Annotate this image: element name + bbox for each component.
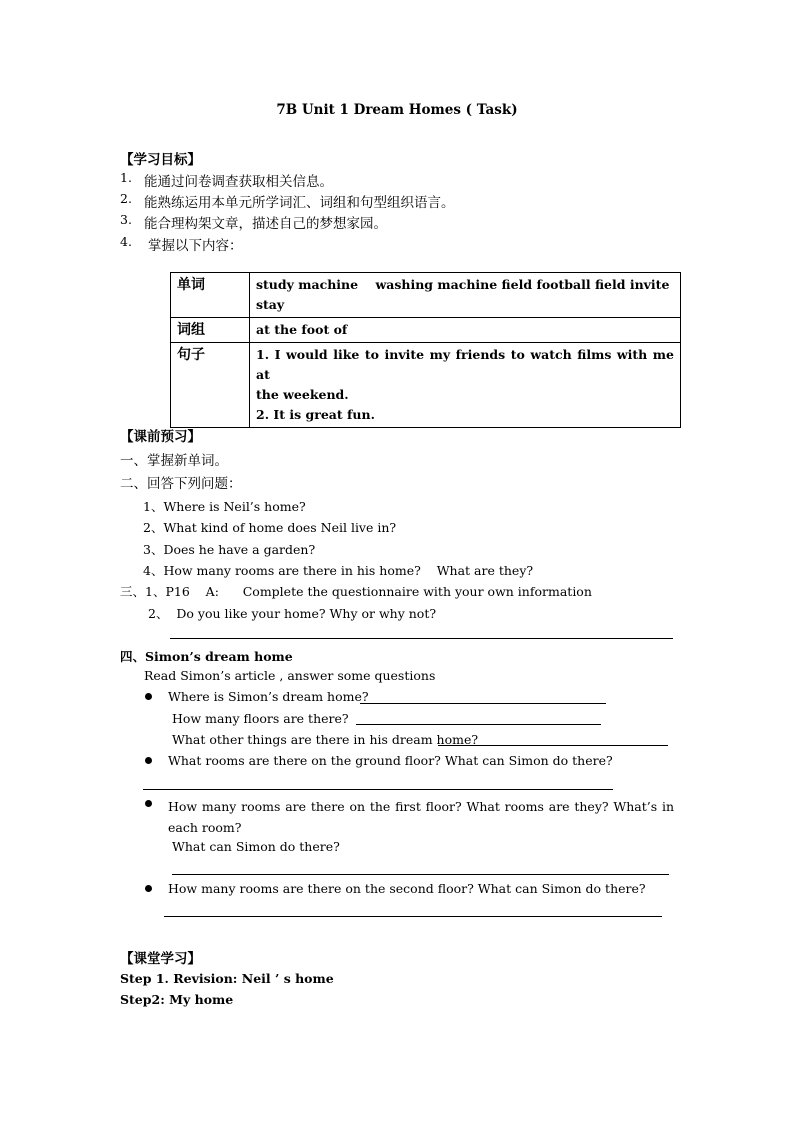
page-title: 7B Unit 1 Dream Homes ( Task)	[276, 102, 518, 118]
question-item: 4、How many rooms are there in his home? What are they?	[143, 563, 534, 578]
bullet-icon	[145, 885, 152, 892]
row-value	[250, 318, 681, 343]
answer-line[interactable]	[356, 724, 601, 725]
table-row	[171, 343, 681, 428]
objective-item	[120, 212, 387, 232]
row-line: study machine washing machine field football field invite	[256, 277, 670, 292]
bullet-icon	[145, 800, 152, 807]
row-line: the weekend.	[256, 387, 349, 402]
table-row	[171, 318, 681, 343]
objective-item	[120, 234, 243, 254]
preview-item-1: 一、掌握新单词。	[120, 453, 228, 469]
objective-text: 能合理构架文章，描述自己的梦想家园。	[144, 216, 387, 232]
question-text: How many floors are there?	[172, 711, 349, 726]
answer-line[interactable]	[143, 789, 613, 790]
answer-line[interactable]	[172, 874, 669, 875]
preview-item-2: 二、回答下列问题：	[120, 476, 242, 492]
answer-line[interactable]	[360, 703, 606, 704]
row-key: 单词	[171, 273, 250, 318]
row-key: 词组	[171, 318, 250, 343]
question-text: How many rooms are there on the second floor? What can Simon do there?	[168, 881, 646, 896]
objective-text: 能通过问卷调查获取相关信息。	[144, 174, 333, 190]
objective-item	[120, 170, 333, 190]
question-item: 3、Does he have a garden?	[143, 542, 316, 557]
vocab-table	[170, 272, 681, 428]
answer-line[interactable]	[170, 638, 673, 639]
row-line: stay	[256, 297, 285, 312]
objective-number: 1.	[120, 170, 132, 185]
classroom-heading: 【课堂学习】	[120, 951, 201, 967]
row-value	[250, 273, 681, 318]
section4-heading: 四、Simon’s dream home	[120, 649, 293, 664]
row-key: 句子	[171, 343, 250, 428]
bullet-icon	[145, 757, 152, 764]
row-line: 1. I would like to invite my friends to watch films with me at	[256, 347, 674, 382]
question-text: What rooms are there on the ground floor? What can Simon do there?	[168, 753, 613, 768]
answer-line[interactable]	[438, 745, 668, 746]
step-2: Step2: My home	[120, 992, 234, 1007]
row-line: at the foot of	[256, 322, 348, 337]
objective-number: 4.	[120, 234, 132, 249]
question-item: 1、Where is Neil’s home?	[143, 499, 306, 514]
question-text: What other things are there in his dream home?	[172, 732, 479, 747]
objective-number: 2.	[120, 191, 132, 206]
row-value	[250, 343, 681, 428]
preview-heading: 【课前预习】	[120, 429, 201, 445]
preview-item-3b: 2、 Do you like your home? Why or why not?	[148, 606, 437, 621]
objective-number: 3.	[120, 212, 132, 227]
objective-text: 掌握以下内容：	[148, 238, 243, 254]
section4-intro: Read Simon’s article , answer some questions	[144, 668, 436, 683]
objectives-heading: 【学习目标】	[120, 152, 201, 168]
objective-item	[120, 191, 455, 211]
step-1: Step 1. Revision: Neil ’ s home	[120, 971, 334, 986]
answer-line[interactable]	[164, 916, 662, 917]
table-row	[171, 273, 681, 318]
preview-item-3: 三、1、P16 A: Complete the questionnaire with your own information	[120, 584, 592, 599]
question-item: 2、What kind of home does Neil live in?	[143, 520, 397, 535]
bullet-icon	[145, 693, 152, 700]
question-text: Where is Simon’s dream home?	[168, 689, 369, 704]
question-text: What can Simon do there?	[172, 839, 340, 854]
question-text: How many rooms are there on the first floor? What rooms are they? What’s in each room?	[168, 799, 674, 835]
objective-text: 能熟练运用本单元所学词汇、词组和句型组织语言。	[144, 195, 455, 211]
row-line: 2. It is great fun.	[256, 407, 375, 422]
